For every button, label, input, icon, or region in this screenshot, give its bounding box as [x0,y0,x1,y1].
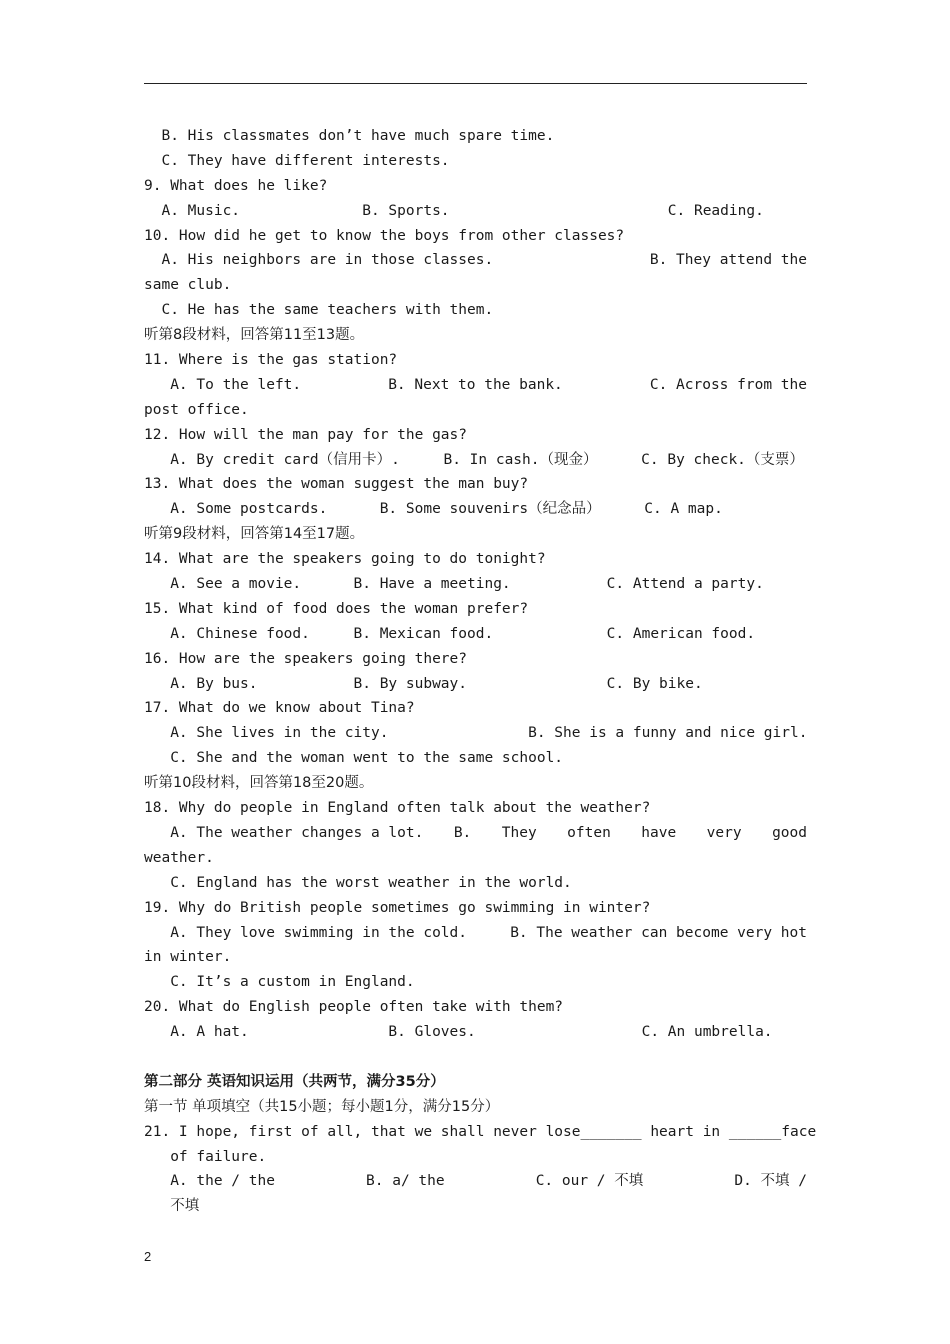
question-10: 10. How did he get to know the boys from other classes? [144,227,625,244]
question-21: 21. I hope, first of all, that we shall never lose_______ heart in ______face [144,1123,817,1140]
section-instruction: 听第10段材料，回答第18至20题。 [144,775,374,792]
option-d: D. 不填 / [734,1173,807,1190]
part-heading: 第二部分 英语知识运用（共两节，满分35分） [144,1073,445,1090]
option-a: A. the / the [144,1173,275,1190]
option-line: A. A hat. B. Gloves. C. An umbrella. [144,1024,773,1041]
option-b-word: have [641,824,677,841]
question-18: 18. Why do people in England often talk about the weather? [144,800,651,817]
option-line: C. England has the worst weather in the world. [144,874,572,891]
question-9: 9. What does he like? [144,177,328,194]
option-c: C. our / 不填 [535,1173,644,1190]
option-continuation: weather. [144,849,214,866]
option-line: A. Chinese food. B. Mexican food. C. American food. [144,625,756,642]
option-b: B. a/ the [366,1173,445,1190]
question-continuation: of failure. [144,1148,267,1165]
option-line: A. Some postcards. B. Some souvenirs（纪念品） C. A map. [144,501,723,518]
spacer [144,1045,807,1070]
question-20: 20. What do English people often take with them? [144,999,564,1016]
option-line [144,921,807,946]
option-line: C. It’s a custom in England. [144,974,415,991]
section-instruction: 听第8段材料，回答第11至13题。 [144,327,365,344]
option-continuation: 不填 [144,1198,200,1215]
question-11: 11. Where is the gas station? [144,352,398,369]
option-line: A. By bus. B. By subway. C. By bike. [144,675,703,692]
subsection-heading: 第一节 单项填空（共15小题；每小题1分，满分15分） [144,1098,500,1115]
option-a: A. To the left. [144,376,302,393]
option-continuation: post office. [144,401,249,418]
option-line: C. They have different interests. [144,152,450,169]
option-line [144,821,807,846]
question-17: 17. What do we know about Tina? [144,700,415,717]
option-b-word: very [706,824,742,841]
option-c: C. Across from the [649,376,807,393]
option-a: A. His neighbors are in those classes. [144,252,494,269]
option-line [144,248,807,273]
option-b: B. Next to the bank. [388,376,563,393]
option-line: A. See a movie. B. Have a meeting. C. Attend a party. [144,576,764,593]
option-b: B. The weather can become very hot [510,924,807,941]
question-16: 16. How are the speakers going there? [144,650,468,667]
option-continuation: in winter. [144,949,232,966]
option-b-word: often [567,824,611,841]
option-a: A. They love swimming in the cold. [144,924,468,941]
option-line: C. He has the same teachers with them. [144,302,494,319]
option-line: A. Music. B. Sports. C. Reading. [144,202,764,219]
option-line [144,373,807,398]
page-content [144,124,817,1219]
option-continuation: same club. [144,277,232,294]
option-a: A. The weather changes a lot. [144,824,424,841]
question-15: 15. What kind of food does the woman prefer? [144,600,529,617]
option-line: A. She lives in the city. B. She is a funny and nice girl. [144,725,808,742]
page-number: 2 [144,1249,152,1264]
option-line: C. She and the woman went to the same school. [144,750,564,767]
option-line: B. His classmates don’t have much spare time. [144,128,555,144]
section-instruction: 听第9段材料，回答第14至17题。 [144,526,365,543]
option-line: A. By credit card（信用卡）. B. In cash.（现金） C. By check.（支票） [144,451,804,468]
option-b-label: B. [453,824,472,841]
question-12: 12. How will the man pay for the gas? [144,426,468,443]
option-b: B. They attend the [649,252,807,269]
option-line [144,1169,807,1194]
option-b-word: They [501,824,537,841]
question-14: 14. What are the speakers going to do tonight? [144,551,546,568]
question-13: 13. What does the woman suggest the man buy? [144,476,529,493]
header-rule [144,83,807,84]
question-19: 19. Why do British people sometimes go swimming in winter? [144,899,651,916]
option-b-word: good [772,824,807,841]
